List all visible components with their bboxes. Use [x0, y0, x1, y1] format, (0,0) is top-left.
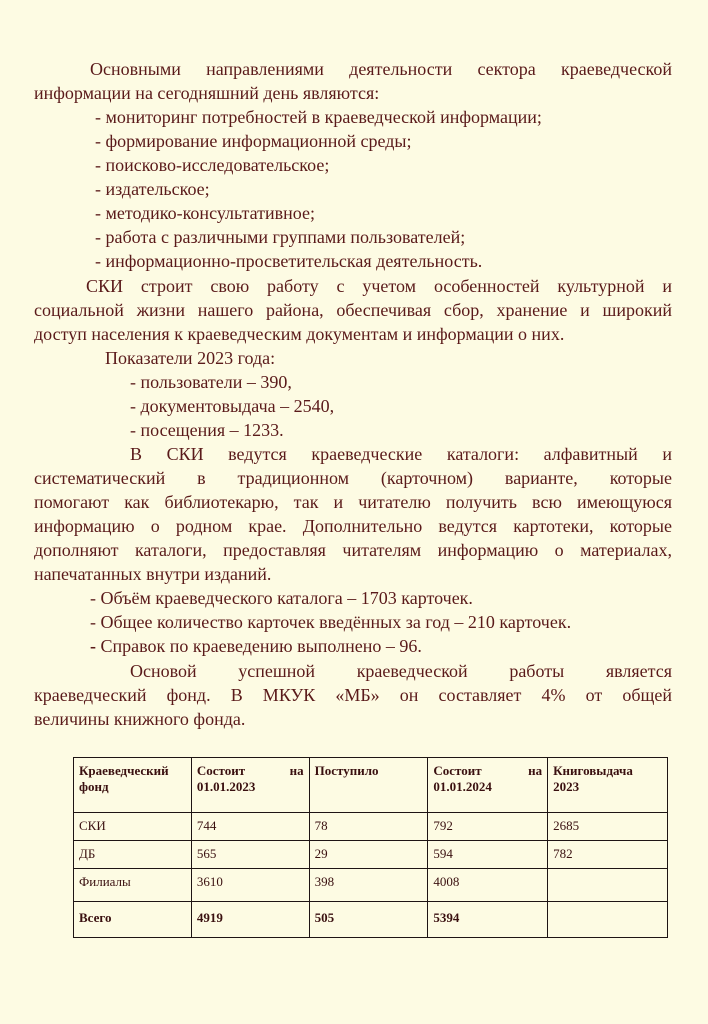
table-row [74, 841, 668, 869]
table-row [74, 813, 668, 841]
header-end-word2: на [528, 763, 543, 778]
row-start: 565 [191, 841, 309, 869]
direction-item: - работа с различными группами пользователей; [95, 227, 466, 247]
row-name: СКИ [74, 813, 192, 841]
paragraph4-line2: краеведческий фонд. В МКУК «МБ» он составляет 4% от общей [34, 685, 672, 705]
paragraph3-line1: В СКИ ведутся краеведческие каталоги: алфавитный и [130, 444, 672, 464]
row-issued: 782 [548, 841, 668, 869]
stat-text: Справок по краеведению выполнено – 96. [100, 636, 422, 656]
row-end: 594 [428, 841, 548, 869]
total-received: 505 [309, 902, 428, 938]
stat-item: - Общее количество карточек введённых за год – 210 карточек. [90, 612, 572, 632]
header-received: Поступило [309, 758, 428, 813]
paragraph2-line2: социальной жизни нашего района, обеспечивая сбор, хранение и широкий [34, 300, 672, 320]
direction-item: - информационно-просветительская деятельность. [95, 251, 483, 271]
paragraph3-line6: напечатанных внутри изданий. [34, 564, 272, 584]
stat-item-last [90, 635, 422, 658]
header-fund: Краеведческий фонд [74, 758, 192, 813]
row-issued: 2685 [548, 813, 668, 841]
paragraph2-line1: СКИ строит свою работу с учетом особенностей культурной и [86, 276, 672, 296]
total-start: 4919 [191, 902, 309, 938]
header-end [428, 758, 548, 813]
paragraph4-line3: величины книжного фонда. [34, 709, 246, 729]
row-received: 398 [309, 869, 428, 902]
header-end-word1: Состоит [433, 763, 482, 778]
row-end: 792 [428, 813, 548, 841]
direction-item: - формирование информационной среды; [95, 131, 412, 151]
stat-item: - Объём краеведческого каталога – 1703 карточек. [90, 588, 473, 608]
paragraph3-line4: информацию о родном крае. Дополнительно ведутся картотеки, которые [34, 516, 672, 536]
header-start-word1: Состоит [196, 763, 246, 778]
paragraph3-line5: дополняют каталоги, предоставляя читателям информацию о материалах, [34, 540, 672, 560]
header-start [191, 758, 309, 813]
table-row [74, 869, 668, 902]
paragraph2-line3: доступ населения к краеведческим документам и информации о них. [34, 324, 565, 344]
total-end: 5394 [428, 902, 548, 938]
paragraph4-line1: Основой успешной краеведческой работы является [130, 661, 672, 681]
table-header-row [74, 758, 668, 813]
indicators-title: Показатели 2023 года: [105, 348, 276, 368]
row-received: 78 [309, 813, 428, 841]
table-total-row [74, 902, 668, 938]
row-received: 29 [309, 841, 428, 869]
row-start: 744 [191, 813, 309, 841]
fund-table [73, 757, 668, 938]
header-issued: Книговыдача 2023 [548, 758, 668, 813]
direction-item: - методико-консультативное; [95, 203, 315, 223]
direction-item: - издательское; [95, 179, 210, 199]
paragraph1-line1: Основными направлениями деятельности сектора краеведческой [90, 59, 672, 79]
row-name: ДБ [74, 841, 192, 869]
total-issued [548, 902, 668, 938]
row-issued [548, 869, 668, 902]
header-start-date: 01.01.2023 [196, 779, 256, 794]
direction-item: - мониторинг потребностей в краеведческой информации; [95, 107, 542, 127]
indicator-item: - пользователи – 390, [130, 372, 292, 392]
header-end-date: 01.01.2024 [433, 779, 492, 794]
paragraph1-line2: информации на сегодняшний день являются: [34, 83, 380, 103]
stat-dash: - [90, 636, 96, 656]
paragraph3-line2: систематический в традиционном (карточном) варианте, которые [34, 468, 672, 488]
indicator-item: - документовыдача – 2540, [130, 396, 335, 416]
header-start-word2: на [289, 763, 304, 778]
total-name: Всего [74, 902, 192, 938]
indicator-item: - посещения – 1233. [130, 420, 284, 440]
row-end: 4008 [428, 869, 548, 902]
paragraph3-line3: помогают как библиотекарю, так и читателю получить всю имеющуюся [34, 492, 672, 512]
direction-item: - поисково-исследовательское; [95, 155, 330, 175]
row-name: Филиалы [74, 869, 192, 902]
row-start: 3610 [191, 869, 309, 902]
